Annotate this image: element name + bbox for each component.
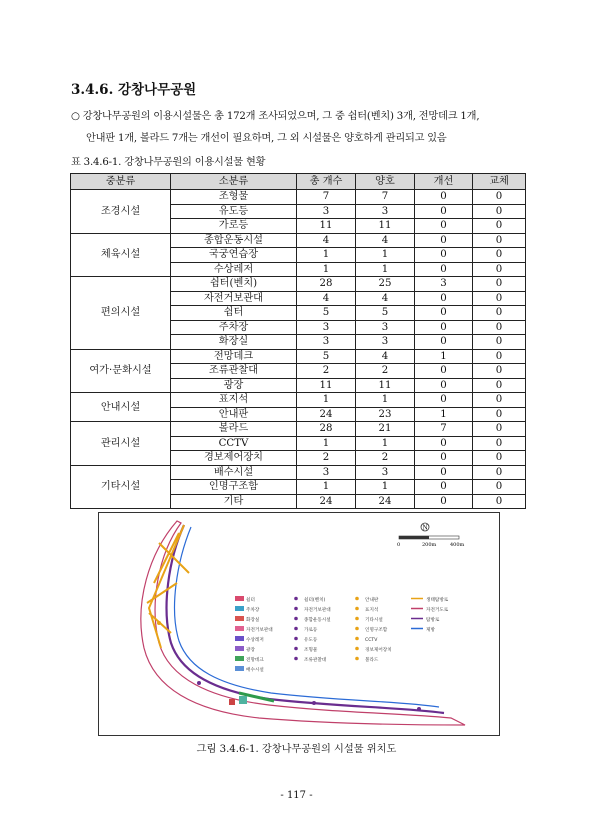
map-legend	[235, 596, 449, 673]
replace-cell: 0	[473, 335, 526, 350]
map-graphic	[99, 513, 499, 735]
subcategory-cell: 안내판	[171, 407, 297, 422]
legend-label: CCTV	[365, 638, 378, 643]
table-row	[71, 349, 526, 364]
good-cell: 3	[356, 320, 415, 335]
subcategory-cell: 배수시설	[171, 465, 297, 480]
table-row	[71, 465, 526, 480]
subcategory-cell: 화장실	[171, 335, 297, 350]
legend-marker	[355, 607, 359, 611]
replace-cell: 0	[473, 277, 526, 292]
total-cell: 3	[297, 204, 356, 219]
subcategory-cell: 쉼터	[171, 306, 297, 321]
improve-cell: 0	[415, 451, 473, 466]
summary-line-2: 안내판 1개, 볼라드 7개는 개선이 필요하며, 그 외 시설물은 양호하게 관리되고 있음	[86, 133, 447, 144]
header-category: 중분류	[71, 174, 171, 190]
legend-label: 전망데크	[246, 658, 264, 663]
replace-cell: 0	[473, 219, 526, 234]
subcategory-cell: 주차장	[171, 320, 297, 335]
improve-cell: 0	[415, 480, 473, 495]
legend-label: 볼라드	[365, 658, 379, 663]
total-cell: 1	[297, 248, 356, 263]
legend-marker	[235, 616, 244, 621]
subcategory-cell: 전망데크	[171, 349, 297, 364]
table-body	[71, 190, 526, 509]
svg-text:400m: 400m	[450, 542, 465, 548]
svg-text:200m: 200m	[422, 542, 437, 548]
summary-paragraph	[71, 106, 531, 150]
legend-label: 자전거도로	[426, 608, 449, 613]
replace-cell: 0	[473, 422, 526, 437]
good-cell: 4	[356, 349, 415, 364]
improve-cell: 0	[415, 291, 473, 306]
improve-cell: 0	[415, 219, 473, 234]
category-cell: 관리시설	[71, 422, 171, 466]
legend-label: 표지석	[365, 608, 379, 613]
good-cell: 1	[356, 436, 415, 451]
legend-marker	[355, 597, 359, 601]
subcategory-cell: 표지석	[171, 393, 297, 408]
legend-label: 광장	[246, 648, 255, 653]
good-cell: 11	[356, 219, 415, 234]
facility-point	[417, 707, 421, 711]
legend-marker	[235, 666, 244, 671]
header-replace: 교체	[473, 174, 526, 190]
legend-marker	[235, 636, 244, 641]
legend-marker	[355, 637, 359, 641]
header-improve: 개선	[415, 174, 473, 190]
good-cell: 3	[356, 335, 415, 350]
improve-cell: 7	[415, 422, 473, 437]
north-arrow	[421, 523, 429, 532]
header-total: 총 개수	[297, 174, 356, 190]
total-cell: 28	[297, 422, 356, 437]
good-cell: 4	[356, 291, 415, 306]
total-cell: 5	[297, 306, 356, 321]
total-cell: 4	[297, 233, 356, 248]
improve-cell: 0	[415, 248, 473, 263]
subcategory-cell: 광장	[171, 378, 297, 393]
category-cell: 편의시설	[71, 277, 171, 350]
good-cell: 2	[356, 364, 415, 379]
header-subcategory: 소분류	[171, 174, 297, 190]
legend-label: 제방	[426, 628, 435, 633]
legend-marker	[355, 627, 359, 631]
improve-cell: 0	[415, 494, 473, 509]
plaza-marker	[239, 696, 247, 704]
improve-cell: 0	[415, 190, 473, 205]
replace-cell: 0	[473, 233, 526, 248]
header-good: 양호	[356, 174, 415, 190]
legend-marker	[294, 647, 298, 651]
legend-label: 배수시설	[246, 668, 264, 673]
improve-cell: 0	[415, 378, 473, 393]
good-cell: 4	[356, 233, 415, 248]
legend-label: 생태탐방로	[426, 598, 449, 603]
replace-cell: 0	[473, 451, 526, 466]
improve-cell: 0	[415, 204, 473, 219]
replace-cell: 0	[473, 378, 526, 393]
improve-cell: 0	[415, 306, 473, 321]
improve-cell: 0	[415, 233, 473, 248]
legend-marker	[294, 637, 298, 641]
legend-marker	[235, 606, 244, 611]
good-cell: 1	[356, 262, 415, 277]
legend-label: 종합운동시설	[304, 618, 331, 623]
legend-marker	[294, 607, 298, 611]
legend-marker	[355, 657, 359, 661]
subcategory-cell: 기타	[171, 494, 297, 509]
good-cell: 25	[356, 277, 415, 292]
good-cell: 21	[356, 422, 415, 437]
good-cell: 3	[356, 204, 415, 219]
replace-cell: 0	[473, 190, 526, 205]
legend-label: 주차장	[246, 608, 260, 613]
subcategory-cell: CCTV	[171, 436, 297, 451]
total-cell: 3	[297, 465, 356, 480]
good-cell: 5	[356, 306, 415, 321]
legend-label: 유도등	[304, 638, 318, 643]
legend-label: 기타시설	[365, 618, 383, 623]
legend-label: 조형물	[304, 648, 318, 653]
park-boundary-outline	[141, 521, 465, 725]
total-cell: 3	[297, 320, 356, 335]
replace-cell: 0	[473, 364, 526, 379]
legend-marker	[355, 647, 359, 651]
subcategory-cell: 경보제어장치	[171, 451, 297, 466]
legend-label: 자전거보관대	[246, 628, 273, 633]
replace-cell: 0	[473, 320, 526, 335]
legend-marker	[355, 617, 359, 621]
total-cell: 5	[297, 349, 356, 364]
total-cell: 11	[297, 378, 356, 393]
total-cell: 4	[297, 291, 356, 306]
svg-text:N: N	[422, 524, 428, 532]
improve-cell: 0	[415, 436, 473, 451]
improve-cell: 1	[415, 407, 473, 422]
subcategory-cell: 조형물	[171, 190, 297, 205]
improve-cell: 0	[415, 262, 473, 277]
total-cell: 1	[297, 480, 356, 495]
facility-point	[197, 681, 201, 685]
category-cell: 안내시설	[71, 393, 171, 422]
total-cell: 11	[297, 219, 356, 234]
total-cell: 28	[297, 277, 356, 292]
replace-cell: 0	[473, 349, 526, 364]
legend-label: 쉼터(벤치)	[304, 598, 326, 603]
legend-label: 수상레저	[246, 638, 264, 643]
bullet-symbol: ○	[71, 111, 80, 122]
page-number: - 117 -	[280, 790, 313, 801]
table-header-row	[71, 174, 526, 190]
good-cell: 1	[356, 248, 415, 263]
replace-cell: 0	[473, 248, 526, 263]
replace-cell: 0	[473, 436, 526, 451]
total-cell: 1	[297, 393, 356, 408]
table-caption: 표 3.4.6-1. 강창나무공원의 이용시설물 현황	[71, 157, 266, 168]
trail-path	[175, 524, 439, 707]
subcategory-cell: 수상레저	[171, 262, 297, 277]
subcategory-cell: 인명구조함	[171, 480, 297, 495]
total-cell: 2	[297, 451, 356, 466]
good-cell: 1	[356, 480, 415, 495]
legend-label: 쉼터	[246, 598, 255, 603]
subcategory-cell: 종합운동시설	[171, 233, 297, 248]
table-row	[71, 233, 526, 248]
replace-cell: 0	[473, 393, 526, 408]
improve-cell: 0	[415, 364, 473, 379]
improve-cell: 0	[415, 393, 473, 408]
total-cell: 2	[297, 364, 356, 379]
total-cell: 1	[297, 436, 356, 451]
table-row	[71, 393, 526, 408]
legend-marker	[235, 656, 244, 661]
legend-label: 화장실	[246, 618, 260, 623]
category-cell: 여가·문화시설	[71, 349, 171, 393]
replace-cell: 0	[473, 262, 526, 277]
facility-point	[312, 701, 316, 705]
good-cell: 23	[356, 407, 415, 422]
facility-marker	[229, 699, 235, 705]
subcategory-cell: 조류관찰대	[171, 364, 297, 379]
replace-cell: 0	[473, 204, 526, 219]
legend-marker	[294, 627, 298, 631]
legend-marker	[294, 657, 298, 661]
legend-label: 안내판	[365, 598, 379, 603]
subcategory-cell: 가로등	[171, 219, 297, 234]
subcategory-cell: 국궁연습장	[171, 248, 297, 263]
legend-marker	[294, 617, 298, 621]
improve-cell: 1	[415, 349, 473, 364]
facility-location-map	[98, 512, 500, 736]
legend-label: 탐방로	[426, 618, 440, 623]
good-cell: 1	[356, 393, 415, 408]
table-row	[71, 190, 526, 205]
improve-cell: 0	[415, 335, 473, 350]
total-cell: 1	[297, 262, 356, 277]
improve-cell: 3	[415, 277, 473, 292]
good-cell: 3	[356, 465, 415, 480]
total-cell: 24	[297, 494, 356, 509]
subcategory-cell: 자전거보관대	[171, 291, 297, 306]
legend-label: 자전거보관대	[304, 608, 331, 613]
legend-marker	[235, 596, 244, 601]
category-cell: 조경시설	[71, 190, 171, 234]
table-row	[71, 422, 526, 437]
replace-cell: 0	[473, 494, 526, 509]
svg-text:0: 0	[397, 542, 401, 548]
legend-marker	[294, 597, 298, 601]
total-cell: 24	[297, 407, 356, 422]
improve-cell: 0	[415, 465, 473, 480]
subcategory-cell: 쉼터(벤치)	[171, 277, 297, 292]
legend-label: 인명구조함	[365, 628, 388, 633]
legend-label: 가로등	[304, 628, 318, 633]
replace-cell: 0	[473, 407, 526, 422]
summary-line-1: 강창나무공원의 이용시설물은 총 172개 조사되었으며, 그 중 쉼터(벤치) 3개, 전망데크 1개,	[82, 111, 480, 122]
figure-caption: 그림 3.4.6-1. 강창나무공원의 시설물 위치도	[196, 744, 397, 755]
subcategory-cell: 유도등	[171, 204, 297, 219]
legend-marker	[235, 626, 244, 631]
facility-table	[70, 173, 526, 509]
replace-cell: 0	[473, 465, 526, 480]
total-cell: 7	[297, 190, 356, 205]
scale-bar	[397, 536, 465, 548]
good-cell: 11	[356, 378, 415, 393]
legend-label: 조류관찰대	[304, 658, 327, 663]
legend-label: 경보제어장치	[365, 648, 392, 653]
legend-marker	[235, 646, 244, 651]
subcategory-cell: 볼라드	[171, 422, 297, 437]
good-cell: 2	[356, 451, 415, 466]
improve-cell: 0	[415, 320, 473, 335]
replace-cell: 0	[473, 306, 526, 321]
category-cell: 체육시설	[71, 233, 171, 277]
good-cell: 7	[356, 190, 415, 205]
facility-point	[157, 621, 161, 625]
replace-cell: 0	[473, 291, 526, 306]
good-cell: 24	[356, 494, 415, 509]
total-cell: 3	[297, 335, 356, 350]
category-cell: 기타시설	[71, 465, 171, 509]
table-row	[71, 277, 526, 292]
section-heading: 3.4.6. 강창나무공원	[71, 82, 197, 98]
replace-cell: 0	[473, 480, 526, 495]
